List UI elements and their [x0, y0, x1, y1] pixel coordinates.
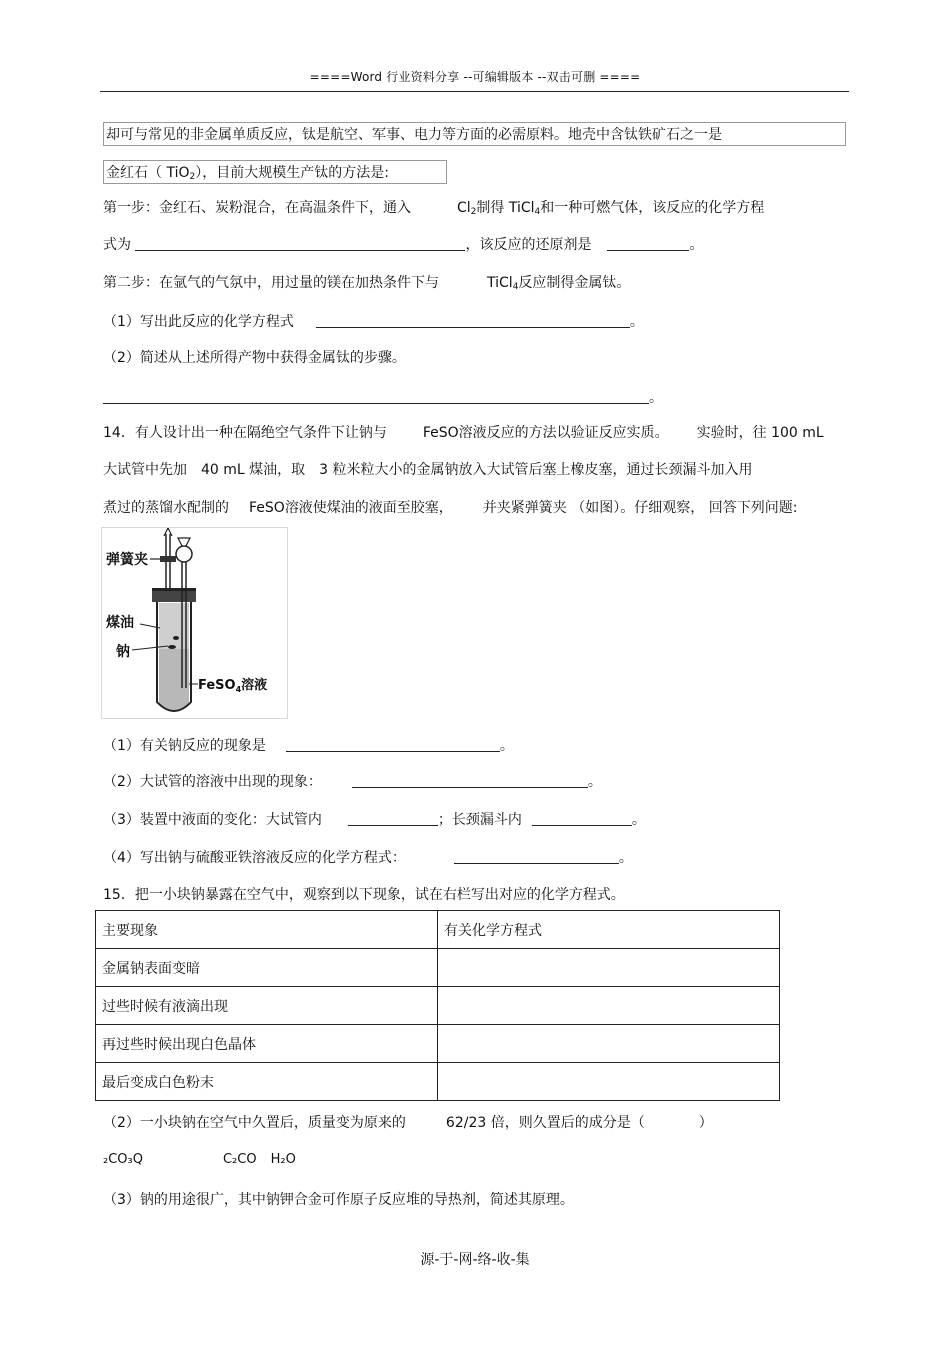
text: ），目前大规模生产钛的方法是:	[195, 165, 389, 181]
answer-blank[interactable]	[103, 391, 649, 404]
paragraph-line	[103, 347, 406, 367]
text: FeSO	[198, 678, 236, 693]
answer-cell[interactable]	[438, 987, 780, 1025]
text: 40 mL 煤油，取	[201, 462, 306, 478]
paragraph-line	[103, 735, 514, 755]
formula-text: C₂CO	[222, 1152, 257, 1167]
paragraph-line	[103, 422, 824, 442]
subscript: 2	[470, 207, 477, 217]
table-header: 有关化学方程式	[438, 911, 780, 949]
paragraph-line	[103, 272, 630, 292]
table-cell: 再过些时候出现白色晶体	[96, 1025, 438, 1063]
subscript: 2	[189, 172, 196, 182]
question-text: （3）钠的用途很广，其中钠钾合金可作原子反应堆的导热剂，简述其原理。	[103, 1192, 574, 1208]
table-row	[96, 987, 780, 1025]
table-cell: 最后变成白色粉末	[96, 1063, 438, 1101]
text: 并夹紧弹簧夹 （如图）。仔细观察， 回答下列问题:	[482, 500, 798, 516]
paragraph-line	[103, 387, 663, 407]
text: 。	[618, 850, 633, 866]
text: 62/23 倍，则久置后的成分是（	[445, 1115, 645, 1131]
answer-blank[interactable]	[348, 813, 438, 826]
text: FeSO	[422, 425, 459, 441]
formula-text: H₂O	[270, 1152, 296, 1167]
page-footer: 源-于-网-络-收-集	[420, 1252, 530, 1268]
text: 实验时，往 100 mL	[696, 425, 824, 441]
text: TiCl	[487, 275, 513, 291]
table-cell: 过些时候有液滴出现	[96, 987, 438, 1025]
question-text: （1）写出此反应的化学方程式	[103, 314, 294, 330]
paragraph-line	[103, 234, 703, 254]
boxed-text: 却可与常见的非金属单质反应，钛是航空、军事、电力等方面的必需原料。地壳中含钛铁矿石之一是	[103, 122, 846, 146]
table-row	[96, 1063, 780, 1101]
subscript: 4	[235, 685, 242, 694]
paragraph-line	[103, 884, 625, 904]
text: 煮过的蒸馏水配制的	[103, 500, 229, 516]
question-text: （3）装置中液面的变化：大试管内	[103, 812, 322, 828]
text: Cl	[457, 200, 471, 216]
answer-blank[interactable]	[532, 813, 632, 826]
text: 溶液反应的方法以验证反应实质。	[458, 425, 669, 441]
text: 金红石（ TiO	[106, 165, 190, 181]
answer-blank[interactable]	[135, 238, 465, 251]
text: 。	[499, 738, 514, 754]
text: 溶液	[241, 678, 268, 693]
question-text: （2）简述从上述所得产物中获得金属钛的步骤。	[103, 350, 406, 366]
observation-table	[95, 910, 780, 1101]
table-header-row	[96, 911, 780, 949]
apparatus-diagram	[102, 528, 287, 718]
text: 14．有人设计出一种在隔绝空气条件下让钠与	[103, 425, 387, 441]
table-row	[96, 949, 780, 987]
label-kerosene: 煤油	[106, 615, 134, 631]
answer-blank[interactable]	[352, 775, 588, 788]
text: ；长颈漏斗内	[437, 812, 522, 828]
paragraph-line	[103, 809, 646, 829]
answer-cell[interactable]	[438, 949, 780, 987]
text: ）	[698, 1115, 713, 1131]
paragraph-line	[103, 197, 764, 217]
answer-blank[interactable]	[316, 315, 630, 328]
text: 第二步：在氩气的气氛中，用过量的镁在加热条件下与	[103, 275, 439, 291]
text: 制得 TiCl	[476, 200, 535, 216]
answer-cell[interactable]	[438, 1025, 780, 1063]
subscript: 4	[512, 282, 519, 292]
paragraph-line	[103, 771, 602, 791]
paragraph-line	[103, 1112, 713, 1132]
paragraph-line	[103, 160, 447, 184]
question-text: （2）大试管的溶液中出现的现象：	[103, 774, 322, 790]
header-rule	[100, 91, 849, 92]
paragraph-line	[103, 122, 846, 146]
question-text: （4）写出钠与硫酸亚铁溶液反应的化学方程式：	[103, 850, 406, 866]
boxed-text	[103, 160, 447, 184]
paragraph-line	[103, 311, 644, 331]
text: 3 粒米粒大小的金属钠放入大试管后塞上橡皮塞，通过长颈漏斗加入用	[319, 462, 753, 478]
text: 。	[587, 774, 602, 790]
paragraph-line	[103, 459, 753, 479]
apparatus-figure	[101, 527, 288, 719]
text: 溶液使煤油的液面至胶塞，	[284, 500, 453, 516]
text: 。	[689, 237, 704, 253]
label-solution	[198, 677, 267, 694]
page-header: ====Word 行业资料分享 --可编辑版本 --双击可删 ====	[309, 70, 641, 84]
paragraph-line	[103, 497, 797, 517]
subscript: 4	[534, 207, 541, 217]
answer-blank[interactable]	[286, 739, 500, 752]
label-sodium: 钠	[116, 644, 130, 660]
text: ，该反应的还原剂是	[465, 237, 592, 253]
answer-blank[interactable]	[607, 238, 689, 251]
table-header: 主要现象	[96, 911, 438, 949]
answer-blank[interactable]	[454, 851, 619, 864]
text: 第一步：金红石、炭粉混合，在高温条件下，通入	[103, 200, 411, 216]
question-text: （2）一小块钠在空气中久置后，质量变为原来的	[103, 1115, 406, 1131]
question-text: 15．把一小块钠暴露在空气中，观察到以下现象，试在右栏写出对应的化学方程式。	[103, 887, 625, 903]
text: 式为	[103, 237, 136, 253]
paragraph-line	[103, 1152, 296, 1167]
text: 。	[629, 314, 644, 330]
text: 大试管中先加	[103, 462, 187, 478]
text: FeSO	[249, 500, 285, 516]
paragraph-line	[103, 1189, 574, 1209]
text: 反应制得金属钛。	[518, 275, 631, 291]
table-row	[96, 1025, 780, 1063]
label-spring-clip: 弹簧夹	[106, 552, 148, 568]
formula-text: ₂CO₃Q	[103, 1152, 143, 1167]
table-cell: 金属钠表面变暗	[96, 949, 438, 987]
answer-cell[interactable]	[438, 1063, 780, 1101]
text: 。	[631, 812, 646, 828]
question-text: （1）有关钠反应的现象是	[103, 738, 266, 754]
text: 。	[649, 390, 663, 406]
paragraph-line	[103, 847, 633, 867]
text: 和一种可燃气体，该反应的化学方程	[540, 200, 765, 216]
